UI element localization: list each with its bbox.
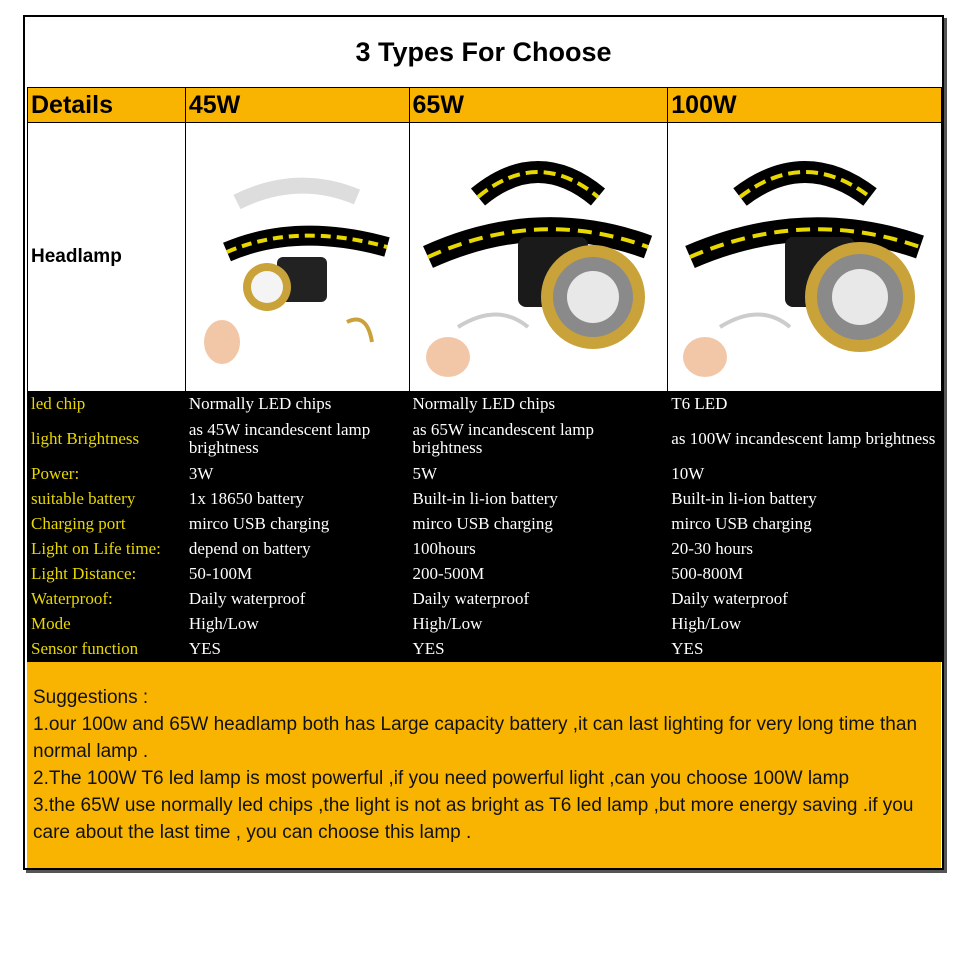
suggestion-item: 1.our 100w and 65W headlamp both has Large capacity battery ,it can last lighting for very long time than normal lamp . <box>33 714 918 762</box>
header-row <box>28 88 942 123</box>
spec-value: YES <box>668 637 942 662</box>
spec-value: 10W <box>668 462 942 487</box>
spec-value: 200-500M <box>409 562 668 587</box>
spec-value: 5W <box>409 462 668 487</box>
spec-value: mirco USB charging <box>409 512 668 537</box>
suggestions-heading: Suggestions : <box>33 687 149 708</box>
spec-row <box>28 537 942 562</box>
spec-row <box>28 417 942 462</box>
headlamp-65w-image <box>409 123 668 392</box>
spec-label: Waterproof: <box>28 587 186 612</box>
header-100w: 100W <box>668 88 942 123</box>
spec-label: Power: <box>28 462 186 487</box>
spec-label: led chip <box>28 392 186 417</box>
header-65w: 65W <box>409 88 668 123</box>
spec-value: High/Low <box>185 612 409 637</box>
spec-value: Daily waterproof <box>409 587 668 612</box>
page-title: 3 Types For Choose <box>355 36 612 67</box>
spec-row <box>28 512 942 537</box>
spec-value: 500-800M <box>668 562 942 587</box>
spec-label: suitable battery <box>28 487 186 512</box>
spec-row <box>28 562 942 587</box>
spec-row <box>28 487 942 512</box>
spec-value: 3W <box>185 462 409 487</box>
comparison-sheet <box>23 15 944 870</box>
spec-label: Light on Life time: <box>28 537 186 562</box>
spec-row <box>28 392 942 417</box>
spec-value: depend on battery <box>185 537 409 562</box>
spec-value: as 45W incandescent lamp brightness <box>185 417 409 462</box>
spec-label: Charging port <box>28 512 186 537</box>
spec-value: 100hours <box>409 537 668 562</box>
headlamp-label: Headlamp <box>28 123 186 392</box>
spec-row <box>28 462 942 487</box>
header-details: Details <box>28 88 186 123</box>
spec-value: T6 LED <box>668 392 942 417</box>
spec-label: Light Distance: <box>28 562 186 587</box>
spec-value: YES <box>409 637 668 662</box>
spec-row <box>28 587 942 612</box>
spec-value: as 100W incandescent lamp brightness <box>668 417 942 462</box>
spec-value: mirco USB charging <box>668 512 942 537</box>
suggestions-panel <box>27 662 941 868</box>
suggestion-item: 2.The 100W T6 led lamp is most powerful ,if you need powerful light ,can you choose 100W lamp <box>33 768 850 789</box>
spec-value: 50-100M <box>185 562 409 587</box>
spec-value: Normally LED chips <box>185 392 409 417</box>
spec-value: Built-in li-ion battery <box>409 487 668 512</box>
spec-row <box>28 637 942 662</box>
comparison-table <box>27 87 942 662</box>
suggestion-item: 3.the 65W use normally led chips ,the light is not as bright as T6 led lamp ,but more energy saving .if you care about the last time , you can choose this lamp . <box>33 795 914 843</box>
headlamp-45w-icon <box>197 142 397 372</box>
spec-value: 1x 18650 battery <box>185 487 409 512</box>
spec-row <box>28 612 942 637</box>
headlamp-65w-icon <box>418 137 658 377</box>
headlamp-45w-image <box>185 123 409 392</box>
spec-value: 20-30 hours <box>668 537 942 562</box>
spec-value: Normally LED chips <box>409 392 668 417</box>
spec-label: light Brightness <box>28 417 186 462</box>
spec-label: Sensor function <box>28 637 186 662</box>
headlamp-100w-image <box>668 123 942 392</box>
spec-value: Built-in li-ion battery <box>668 487 942 512</box>
spec-value: as 65W incandescent lamp brightness <box>409 417 668 462</box>
header-45w: 45W <box>185 88 409 123</box>
image-row <box>28 123 942 392</box>
spec-label: Mode <box>28 612 186 637</box>
spec-value: High/Low <box>409 612 668 637</box>
spec-value: mirco USB charging <box>185 512 409 537</box>
spec-value: Daily waterproof <box>185 587 409 612</box>
spec-value: High/Low <box>668 612 942 637</box>
headlamp-100w-icon <box>680 137 930 377</box>
spec-value: Daily waterproof <box>668 587 942 612</box>
spec-value: YES <box>185 637 409 662</box>
